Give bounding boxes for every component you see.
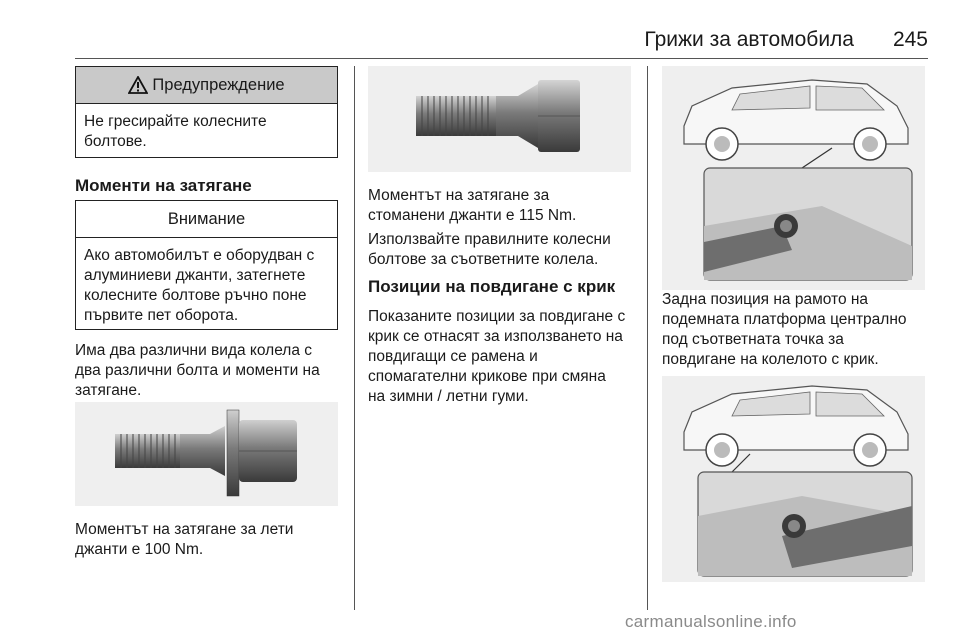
- rear-lift-position-illustration: [662, 66, 925, 290]
- caption-line: под съответната точка за: [662, 331, 844, 348]
- warning-triangle-icon: [128, 76, 148, 94]
- warning-title: Предупреждение: [152, 75, 285, 94]
- section-heading-torque: Моменти на затягане: [75, 176, 252, 195]
- caution-text-line: алуминиеви джанти, затегнете: [84, 267, 306, 284]
- caution-box: [75, 200, 338, 330]
- figure-rear-lift-position: [662, 66, 925, 290]
- column-divider-1: [354, 66, 355, 610]
- paragraph-line: два различни болта и моменти на: [75, 362, 320, 379]
- front-lift-position-illustration: [662, 376, 925, 582]
- caption-line: Моментът на затягане за лети: [75, 521, 294, 538]
- caption-rear-lift-position: [662, 290, 937, 370]
- caution-title: Внимание: [167, 209, 246, 228]
- paragraph-line: на зимни / летни гуми.: [368, 388, 529, 405]
- warning-box-header: [76, 67, 337, 104]
- warning-box: [75, 66, 338, 158]
- steel-wheel-bolt-illustration: [368, 66, 631, 172]
- caption-line: подемната платформа централно: [662, 311, 907, 328]
- paragraph-line: Има два различни вида колела с: [75, 342, 313, 359]
- header-rule: [75, 58, 928, 59]
- paragraph-line: Показаните позиции за повдигане с: [368, 308, 626, 325]
- paragraph-line: спомагателни крикове при смяна: [368, 368, 606, 385]
- warning-text-line: болтове.: [84, 133, 147, 150]
- paragraph-two-bolt-types: [75, 341, 345, 401]
- caption-alloy-torque: [75, 520, 345, 560]
- caption-line: повдигане на колелото с крик.: [662, 351, 879, 368]
- figure-alloy-wheel-bolt: [75, 402, 338, 506]
- paragraph-line: крик се отнасят за използването на: [368, 328, 623, 345]
- page-header-title: Грижи за автомобила: [644, 28, 854, 51]
- watermark-text: carmanualsonline.info: [625, 612, 797, 631]
- column-divider-2: [647, 66, 648, 610]
- section-heading-jacking-positions: Позиции на повдигане с крик: [368, 277, 616, 296]
- paragraph-jacking-positions: [368, 307, 643, 407]
- caution-box-header: [76, 201, 337, 238]
- caption-line: Задна позиция на рамото на: [662, 291, 869, 308]
- page-number: 245: [892, 28, 928, 51]
- paragraph-line: болтове за съответните колела.: [368, 251, 599, 268]
- warning-text: [76, 104, 337, 160]
- caution-text-line: Ако автомобилът е оборудван с: [84, 247, 315, 264]
- caption-steel-torque: [368, 186, 638, 226]
- caption-line: стоманени джанти е 115 Nm.: [368, 207, 577, 224]
- caption-line: джанти е 100 Nm.: [75, 541, 204, 558]
- figure-steel-wheel-bolt: [368, 66, 631, 172]
- caption-line: Моментът на затягане за: [368, 187, 550, 204]
- caution-text-line: първите пет оборота.: [84, 307, 239, 324]
- paragraph-line: затягане.: [75, 382, 142, 399]
- paragraph-line: Използвайте правилните колесни: [368, 231, 611, 248]
- caution-text: [76, 238, 337, 334]
- figure-front-lift-position: [662, 376, 925, 582]
- paragraph-line: повдигащи се рамена и: [368, 348, 538, 365]
- paragraph-correct-bolts: [368, 230, 638, 270]
- alloy-wheel-bolt-illustration: [75, 402, 338, 506]
- caution-text-line: колесните болтове ръчно поне: [84, 287, 307, 304]
- warning-text-line: Не гресирайте колесните: [84, 113, 267, 130]
